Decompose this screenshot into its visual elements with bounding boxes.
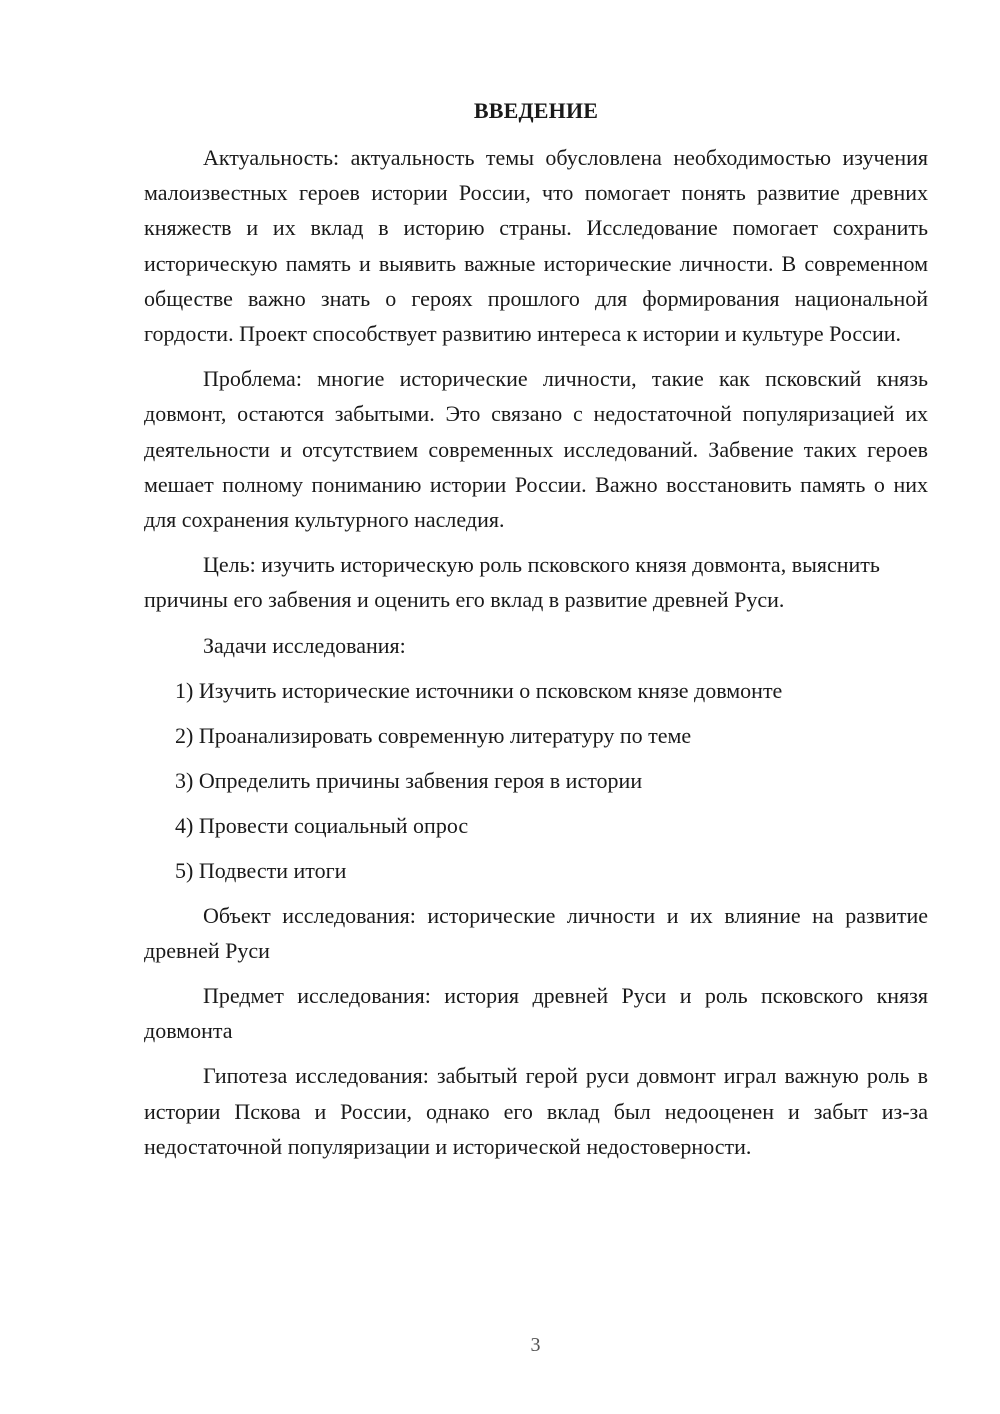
document-page bbox=[144, 96, 928, 1174]
task-item: 4) Провести социальный опрос bbox=[175, 812, 469, 838]
task-item: 3) Определить причины забвения героя в истории bbox=[175, 767, 643, 793]
tasks-heading: Задачи исследования: bbox=[203, 632, 406, 658]
tasks-list bbox=[144, 673, 928, 888]
paragraph-relevance: Актуальность: актуальность темы обусловлена необходимостью изучения малоизвестных героев истории России, что помогает понять развитие древних княжеств и их вклад в историю страны. Исследование помогает сохранить историческую память и выявить важные исторические личности. В современном обществе важно знать о героях прошлого для формирования национальной гордости. Проект способствует развитию интереса к истории и культуре России. bbox=[144, 145, 928, 347]
task-item: 1) Изучить исторические источники о псковском князе довмонте bbox=[175, 677, 783, 703]
page-number: 3 bbox=[530, 1334, 541, 1356]
paragraph-problem: Проблема: многие исторические личности, такие как псковский князь довмонт, остаются забытыми. Это связано с недостаточной популяризацией их деятельности и отсутствием современных исследований. Забвение таких героев мешает полному пониманию истории России. Важно восстановить память о них для сохранения культурного наследия. bbox=[144, 366, 928, 533]
document-title: ВВЕДЕНИЕ bbox=[473, 98, 599, 123]
paragraph-object: Объект исследования: исторические личности и их влияние на развитие древней Руси bbox=[144, 902, 928, 963]
task-item: 5) Подвести итоги bbox=[175, 857, 347, 883]
task-item: 2) Проанализировать современную литературу по теме bbox=[175, 722, 692, 748]
paragraph-subject: Предмет исследования: история древней Руси и роль псковского князя довмонта bbox=[144, 983, 928, 1044]
paragraph-goal: Цель: изучить историческую роль псковского князя довмонта, выяснить причины его забвения и оценить его вклад в развитие древней Руси. bbox=[144, 552, 880, 613]
paragraph-hypothesis: Гипотеза исследования: забытый герой руси довмонт играл важную роль в истории Пскова и России, однако его вклад был недооценен и забыт из-за недостаточной популяризации и исторической недостоверности. bbox=[144, 1063, 928, 1159]
